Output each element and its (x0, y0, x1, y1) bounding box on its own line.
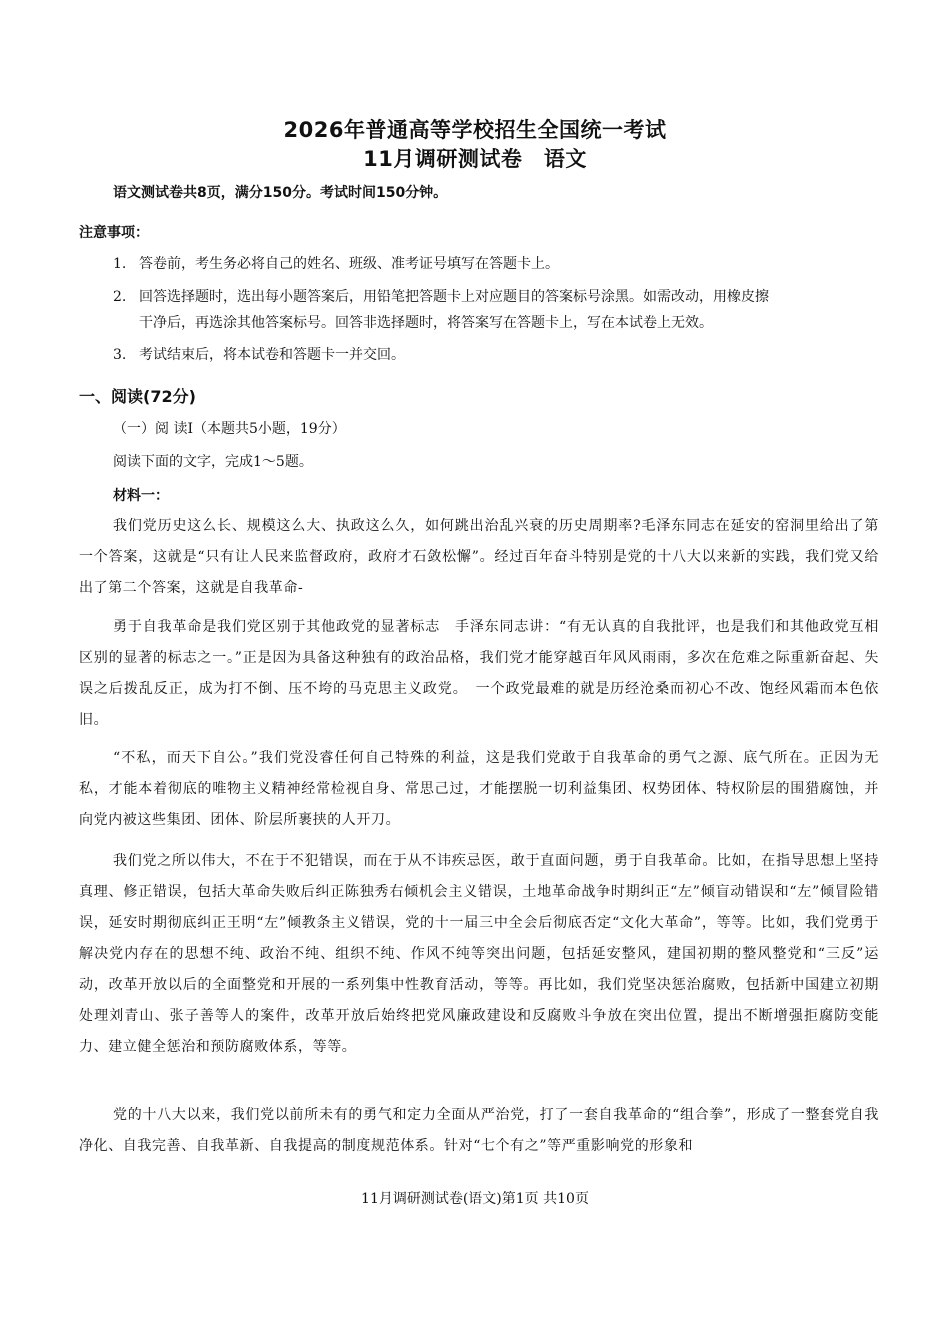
exam-subtitle: 11月调研测试卷 语文 (363, 147, 587, 171)
paragraph: 勇于自我革命是我们党区别于其他政党的显著标志 手泽东同志讲：“有无认真的自我批评，也是我们和其他政党互相区别的显著的标志之一。”正是因为具备这种独有的政治品格，我们党才能穿越百年风风雨雨，多次在危难之际重新奋起、失误之后拨乱反正，成为打不倒、压不垮的马克思主义政党。 一个政党最难的就是历经沧桑而初心不改、饱经风霜而本色依旧。 (79, 619, 879, 728)
section-heading: 一、阅读(72分) (79, 387, 196, 406)
notice-item-text: 答卷前，考生务必将自己的姓名、班级、准考证号填写在答题卡上。 (139, 256, 559, 272)
material-label: 材料一： (113, 488, 169, 504)
exam-title: 2026年普通高等学校招生全国统一考试 (283, 118, 667, 142)
paragraph: 我们党之所以伟大，不在于不犯错误，而在于从不讳疾忌医，敢于直面问题，勇于自我革命。比如，在指导思想上坚持真理、修正错误，包括大革命失败后纠正陈独秀右倾机会主义错误，土地革命战争时期纠正“左”倾盲动错误和“左”倾冒险错误，延安时期彻底纠正王明“左”倾教条主义错误，党的十一届三中全会后彻底否定“文化大革命”，等等。比如，我们党勇于解决党内存在的思想不纯、政治不纯、组织不纯、作风不纯等突出问题，包括延安整风，建国初期的整风整党和“三反”运动，改革开放以后的全面整党和开展的一系列集中性教育活动，等等。再比如，我们党坚决惩治腐败，包括新中国建立初期处理刘青山、张子善等人的案件，改革开放后始终把党风廉政建设和反腐败斗争放在突出位置，提出不断增强拒腐防变能力、建立健全惩治和预防腐败体系，等等。 (79, 853, 879, 1055)
notice-item-text-cont: 干净后，再选涂其他答案标号。回答非选择题时，将答案写在答题卡上，写在本试卷上无效。 (139, 315, 713, 331)
notice-item (113, 284, 873, 336)
notice-item-number: 3. (113, 347, 127, 363)
exam-info: 语文测试卷共8页，满分150分。考试时间150分钟。 (113, 185, 448, 201)
paragraph: 我们党历史这么长、规模这么大、执政这么久，如何跳出治乱兴衰的历史周期率?毛泽东同志在延安的窑洞里给出了第一个答案，这就是“只有让人民来监督政府，政府才石敛松懈”。经过百年奋斗特别是党的十八大以来新的实践，我们党又给出了第二个答案，这就是自我革命- (79, 518, 879, 596)
paragraph: “不私，而天下自公。”我们党没睿任何自己特殊的利益，这是我们党敢于自我革命的勇气之源、底气所在。正因为无私，才能本着彻底的唯物主义精神经常检视自身、常思己过，才能摆脱一切利益集团、权势团体、特权阶层的围猎腐蚀，并向党内被这些集团、团体、阶层所裹挟的人开刀。 (79, 750, 879, 828)
notice-item-number: 2. (113, 289, 127, 305)
instruction: 阅读下面的文字，完成1～5题。 (113, 454, 313, 470)
notice-item (113, 251, 873, 277)
notice-item-text: 回答选择题时，选出每小题答案后，用铅笔把答题卡上对应题目的答案标号涂黑。如需改动，用橡皮擦 (139, 289, 769, 305)
page-footer: 11月调研测试卷(语文)第1页 共10页 (361, 1191, 589, 1207)
sub-heading: （一）阅 读Ⅰ（本题共5小题，19分） (113, 421, 346, 437)
notice-item-number: 1. (113, 256, 127, 272)
notice-item (113, 342, 873, 368)
paragraph: 党的十八大以来，我们党以前所未有的勇气和定力全面从严治党，打了一套自我革命的“组合拳”，形成了一整套党自我净化、自我完善、自我革新、自我提高的制度规范体系。针对“七个有之”等严重影响党的形象和 (79, 1107, 879, 1154)
notice-item-text: 考试结束后，将本试卷和答题卡一并交回。 (139, 347, 405, 363)
notice-heading: 注意事项： (79, 225, 149, 241)
